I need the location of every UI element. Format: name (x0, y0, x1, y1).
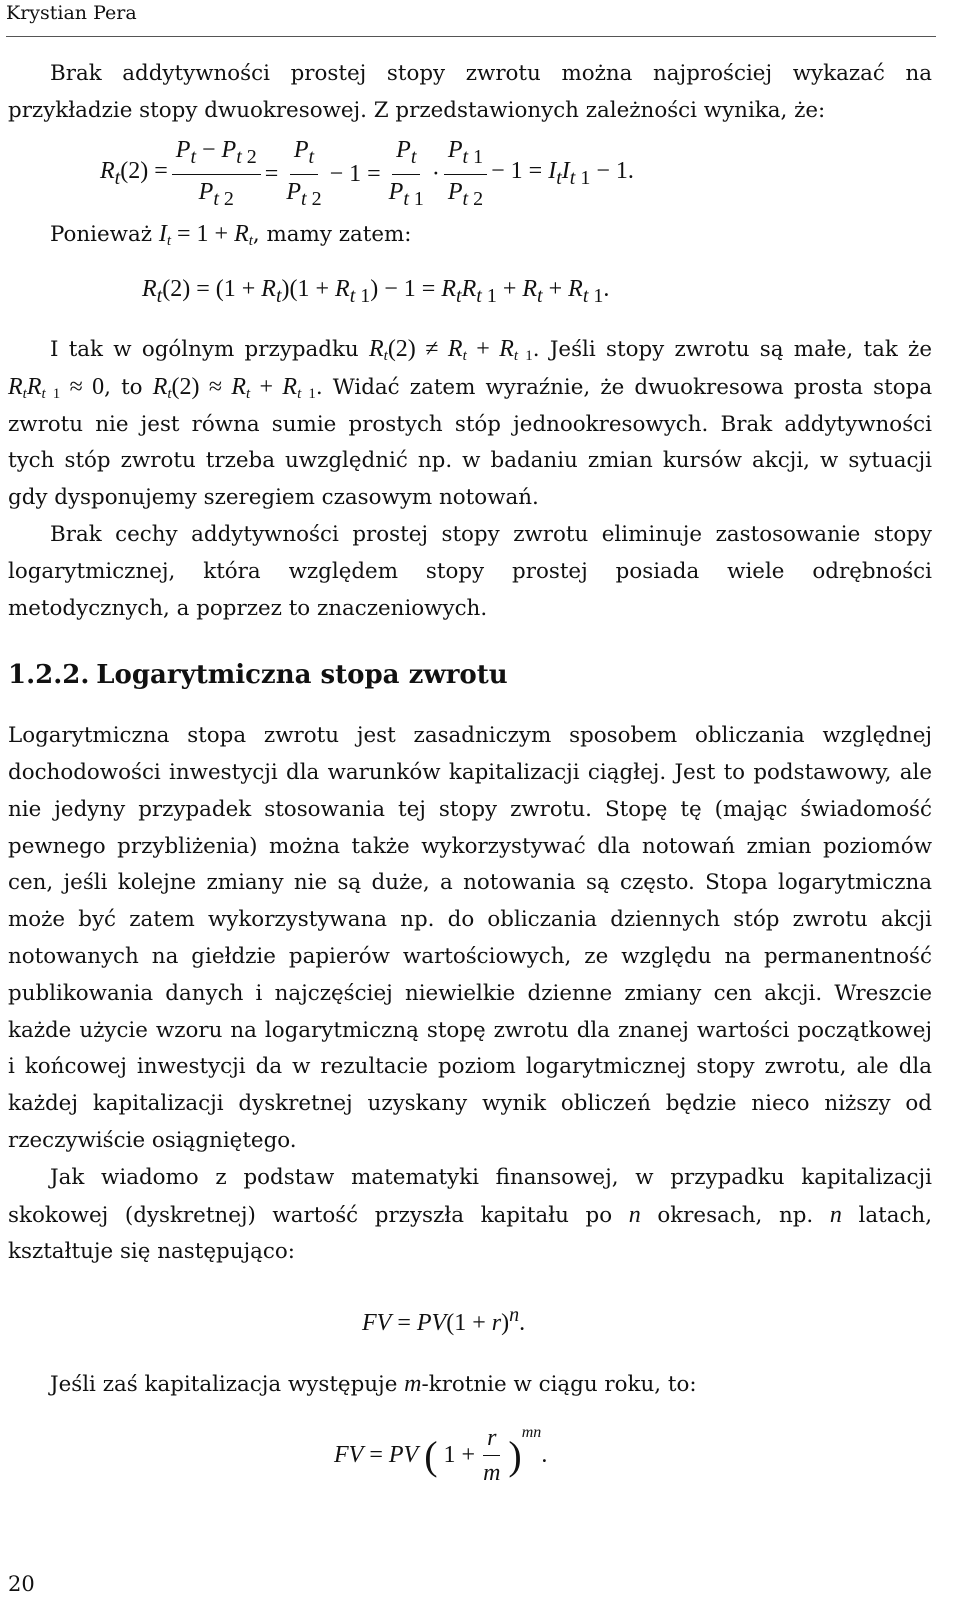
section-title: Logarytmiczna stopa zwrotu (96, 660, 508, 691)
running-head-author: Krystian Pera (6, 2, 137, 24)
paragraph-5: Logarytmiczna stopa zwrotu jest zasadniczym sposobem obliczania względnej dochodowości inwestycji dla warunków kapitalizacji ciągłej. Jest to podstawowy, ale nie jedyny przypadek stosowania tej stopy zwrotu. Stopę tę (mając świadomość pewnego przybliżenia) można także wykorzystywać dla notowań zmian poziomów cen, jeśli kolejne zmiany nie są duże, a notowania są często. Stopa logarytmiczna może być zatem wykorzystywana np. do obliczania dziennych stóp zwrotu akcji notowanych na giełdzie papierów wartościowych, ze względu na permanentność publikowania danych i najczęściej niewielkie dzienne zmiany cen akcji. Wreszcie każde użycie wzoru na logarytmiczną stopę zwrotu dla znanej wartości początkowej i końcowej inwestycji da w rezultacie poziom logarytmicznej stopy zwrotu, ale dla każdej kapitalizacji dyskretnej uzyskany wynik obliczeń będzie nieco niższy od rzeczywiście osiągniętego. (8, 723, 932, 1153)
paragraph-7: Jeśli zaś kapitalizacja występuje m-krotnie w ciągu roku, to: (50, 1370, 697, 1397)
equation-two-period-return: $R_t(2)$ = $\frac{P_t - P_{t 2}}{P_{t 2}}$ = $\frac{P_t}{P_{t 2}}$ − 1 = $\frac{P_t}{P_{t 1}}$ · $\frac{P_{t 1}}{P_{t 2}}$ − $1 = I_tI_{t 1} - 1$. (100, 137, 634, 210)
main-content (8, 50, 932, 1496)
paragraph-6: Jak wiadomo z podstaw matematyki finansowej, w przypadku kapitalizacji skokowej (dyskretnej) wartość przyszła kapitału po n okresach, np. n latach, kształtuje się następująco: (8, 1164, 932, 1265)
paragraph-2: Ponieważ $I_t = 1 + R_t$, mamy zatem: (50, 220, 412, 249)
section-number: 1.2.2. (8, 660, 90, 691)
page-number: 20 (8, 1572, 35, 1596)
equation-expanded: $R_t(2) = (1 + R_t)(1 + R_{t 1}) - 1 = R_tR_{t 1} + R_t + R_{t 1}$. (142, 276, 610, 308)
paragraph-4: Brak cechy addytywności prostej stopy zwrotu eliminuje zastosowanie stopy logarytmicznej, która względem stopy prostej posiada wiele odrębności metodycznych, a poprzez to znaczeniowych. (8, 521, 932, 621)
paragraph-3: I tak w ogólnym przypadku $R_t(2) \ne R_t + R_{t 1}$. Jeśli stopy zwrotu są małe, tak że $R_tR_{t 1} \approx 0$, to $R_t(2) \approx R_t + R_{t 1}$. Widać zatem wyraźnie, że dwuokresowa prosta stopa zwrotu nie jest równa sumie prostych stóp jednookresowych. Brak addytywności tych stóp zwrotu trzeba uwzględnić np. w badaniu zmian kursów akcji, w sytuacji gdy dysponujemy szeregiem czasowym notowań. (8, 335, 933, 511)
header-rule (6, 36, 936, 37)
equation-future-value-m: FV = PV ( 1 + $\frac{r}{m}$ ) mn . (334, 1424, 548, 1487)
paragraph-1: Brak addytywności prostej stopy zwrotu można najprościej wykazać na przykładzie stopy dwuokresowej. Z przedstawionych zależności wynika, że: (8, 61, 932, 123)
section-heading (8, 657, 932, 696)
equation-future-value: FV = $PV(1 + r)^n$. (362, 1304, 526, 1337)
